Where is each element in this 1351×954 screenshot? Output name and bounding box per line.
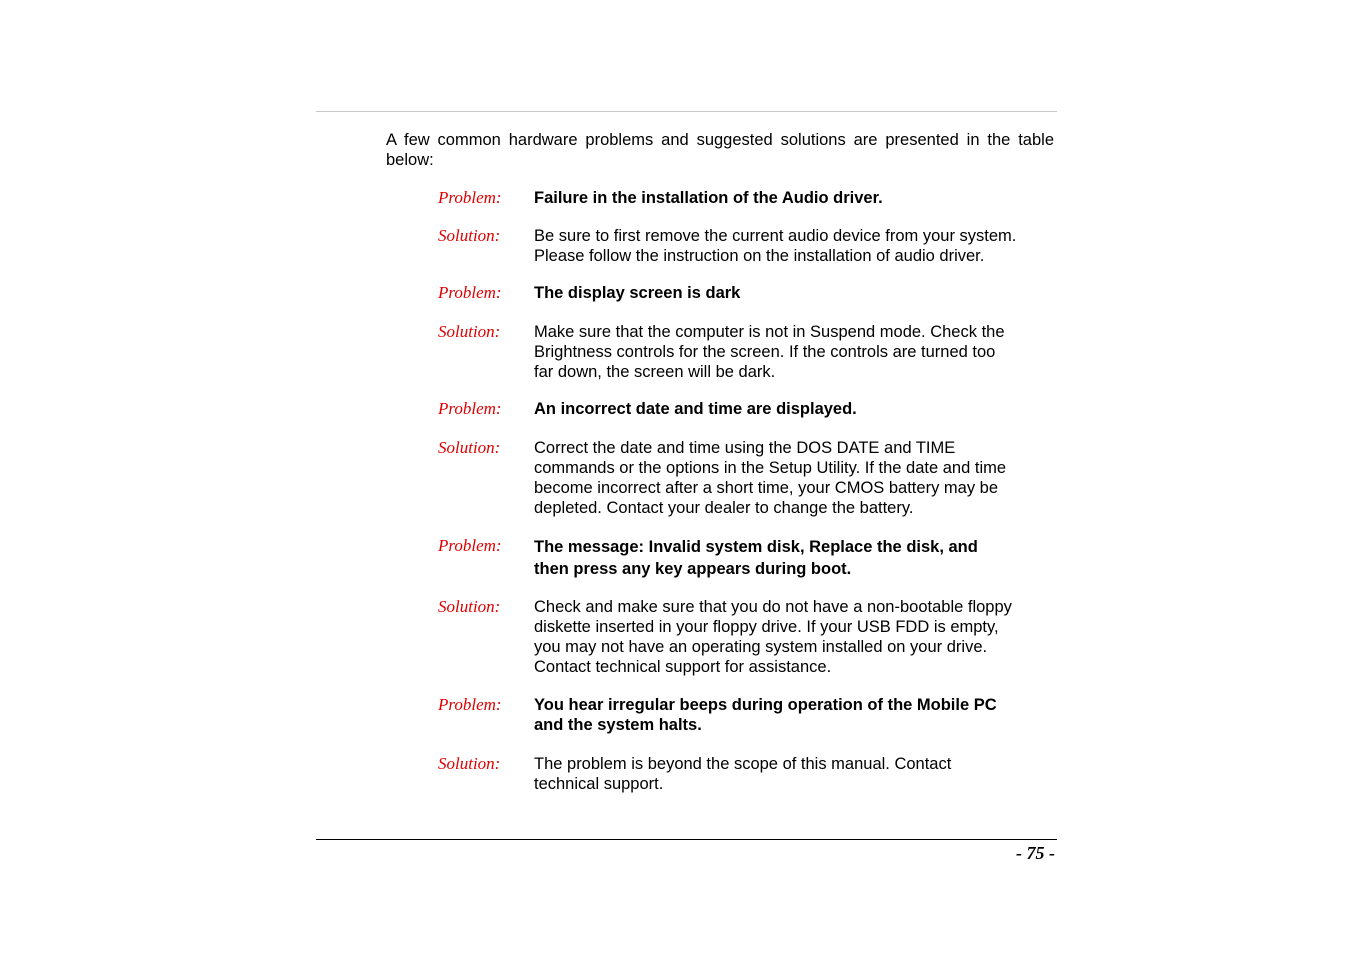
solution-label: Solution: <box>438 754 501 773</box>
solution-text: Correct the date and time using the DOS DATE and TIME commands or the options in the Setup Utility. If the date and time become incorrect after a short time, your CMOS battery may be depleted. Contact your dealer to change the battery. <box>534 439 1007 517</box>
solution-text: Check and make sure that you do not have a non-bootable floppy diskette inserted in your floppy drive. If your USB FDD is empty, you may not have an operating system installed on your drive. Contact technical support for assistance. <box>534 598 1012 676</box>
solution-label: Solution: <box>438 226 501 245</box>
header-rule <box>316 111 1057 112</box>
problem-label: Problem: <box>438 283 502 302</box>
solution-text: Be sure to first remove the current audio device from your system. Please follow the instruction on the installation of audio driver. <box>534 227 1017 265</box>
problem-label: Problem: <box>438 399 502 418</box>
solution-text: The problem is beyond the scope of this manual. Contact technical support. <box>534 755 952 793</box>
problem-text: The display screen is dark <box>534 284 741 302</box>
solution-label: Solution: <box>438 438 501 457</box>
problem-text: You hear irregular beeps during operation of the Mobile PC and the system halts. <box>534 696 997 734</box>
problem-text: An incorrect date and time are displayed. <box>534 400 857 418</box>
problem-label: Problem: <box>438 695 502 714</box>
problem-text: Failure in the installation of the Audio driver. <box>534 189 883 207</box>
problem-text: The message: Invalid system disk, Replace the disk, and then press any key appears during boot. <box>534 538 978 578</box>
solution-label: Solution: <box>438 322 501 341</box>
solution-label: Solution: <box>438 597 501 616</box>
footer-rule <box>316 839 1057 840</box>
problem-label: Problem: <box>438 188 502 207</box>
intro-paragraph: A few common hardware problems and suggested solutions are presented in the table below: <box>386 131 1054 169</box>
page-number: - 75 - <box>1016 843 1055 863</box>
solution-text: Make sure that the computer is not in Suspend mode. Check the Brightness controls for the screen. If the controls are turned too far down, the screen will be dark. <box>534 323 1005 381</box>
problem-label: Problem: <box>438 536 502 555</box>
